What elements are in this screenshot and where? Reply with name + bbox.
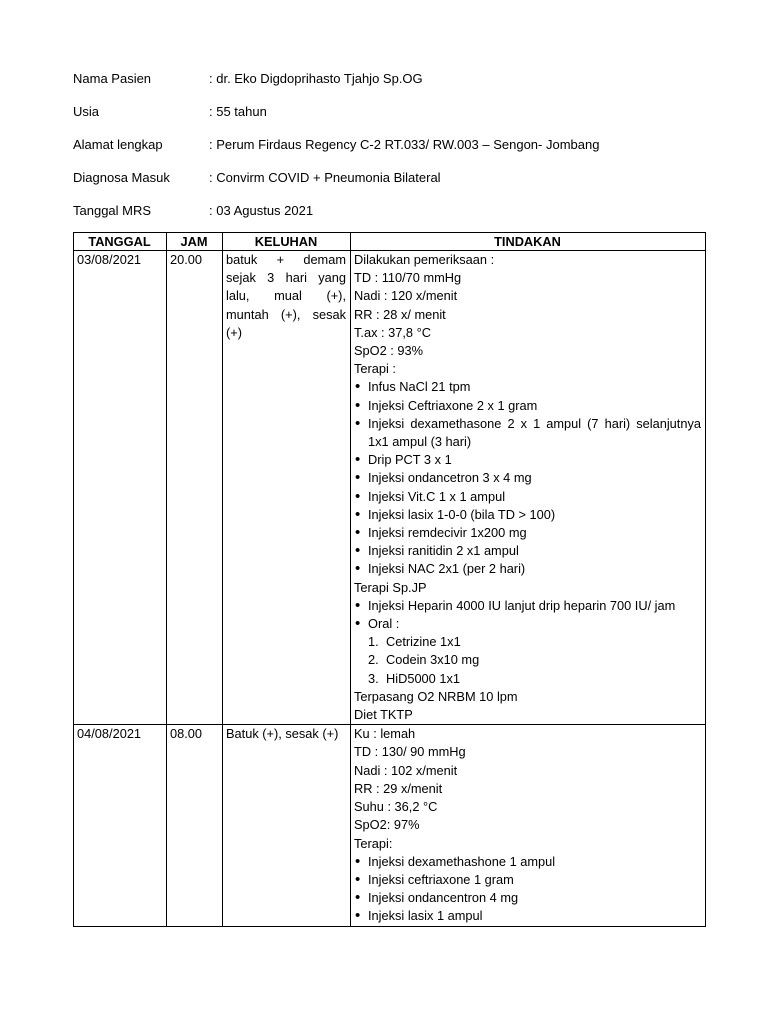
admission-date-label: Tanggal MRS bbox=[73, 203, 152, 218]
therapy-item: • Infus NaCl 21 tpm bbox=[354, 378, 701, 396]
admission-date-value: : 03 Agustus 2021 bbox=[209, 203, 314, 218]
header-complaint: KELUHAN bbox=[223, 233, 351, 251]
oral-list bbox=[354, 633, 701, 688]
therapy-sp-jp-list bbox=[354, 597, 701, 633]
exam-line: RR : 29 x/menit bbox=[354, 780, 443, 796]
exam-line: Suhu : 36,2 °C bbox=[354, 799, 438, 815]
therapy-heading: Terapi : bbox=[354, 361, 396, 377]
oral-item-text: Codein 3x10 mg bbox=[386, 652, 480, 668]
oral-item bbox=[368, 670, 701, 688]
diagnosis-label: Diagnosa Masuk bbox=[73, 170, 170, 185]
therapy-item: • Injeksi Ceftriaxone 2 x 1 gram bbox=[354, 397, 701, 415]
patient-address-label: Alamat lengkap bbox=[73, 137, 163, 152]
exam-line: Nadi : 102 x/menit bbox=[354, 762, 458, 778]
therapy-sp-jp-heading: Terapi Sp.JP bbox=[354, 579, 427, 595]
oral-item-text: Cetrizine 1x1 bbox=[386, 634, 461, 650]
diagnosis-value: : Convirm COVID + Pneumonia Bilateral bbox=[209, 170, 441, 185]
oral-item-text: HiD5000 1x1 bbox=[386, 670, 460, 686]
oral-item-number: 2. bbox=[368, 652, 379, 668]
patient-address-value: : Perum Firdaus Regency C-2 RT.033/ RW.003 – Sengon- Jombang bbox=[209, 137, 600, 152]
entry-complaint: Batuk (+), sesak (+) bbox=[223, 725, 351, 926]
info-row-name bbox=[73, 62, 713, 95]
patient-info bbox=[73, 62, 713, 227]
info-row-admission-date bbox=[73, 194, 713, 227]
therapy-item: • Oral : bbox=[354, 615, 701, 633]
treatment-table bbox=[73, 232, 706, 927]
exam-line: RR : 28 x/ menit bbox=[354, 306, 446, 322]
entry-action bbox=[351, 725, 706, 926]
diet-line: Diet TKTP bbox=[354, 707, 413, 723]
therapy-item: • Injeksi Heparin 4000 IU lanjut drip heparin 700 IU/ jam bbox=[354, 597, 701, 615]
entry-complaint: batuk + demam sejak 3 hari yang lalu, mual (+), muntah (+), sesak (+) bbox=[223, 251, 351, 725]
therapy-item: • Injeksi ceftriaxone 1 gram bbox=[354, 871, 701, 889]
exam-line: Dilakukan pemeriksaan : bbox=[354, 252, 495, 267]
exam-line: Ku : lemah bbox=[354, 726, 416, 742]
oral-item bbox=[368, 651, 701, 669]
exam-line: TD : 130/ 90 mmHg bbox=[354, 744, 466, 760]
therapy-item: • Injeksi ondancetron 3 x 4 mg bbox=[354, 469, 701, 487]
therapy-item: • Injeksi lasix 1 ampul bbox=[354, 907, 701, 925]
exam-line: T.ax : 37,8 °C bbox=[354, 324, 431, 340]
therapy-list bbox=[354, 378, 701, 578]
therapy-item: • Injeksi ranitidin 2 x1 ampul bbox=[354, 542, 701, 560]
patient-age-label: Usia bbox=[73, 104, 100, 119]
entry-action bbox=[351, 251, 706, 725]
exam-line: TD : 110/70 mmHg bbox=[354, 270, 462, 286]
therapy-item: • Injeksi Vit.C 1 x 1 ampul bbox=[354, 488, 701, 506]
therapy-item: • Injeksi dexamethashone 1 ampul bbox=[354, 853, 701, 871]
info-row-diagnosis bbox=[73, 161, 713, 194]
therapy-item: • Drip PCT 3 x 1 bbox=[354, 451, 701, 469]
table-row bbox=[74, 251, 706, 725]
header-action: TINDAKAN bbox=[351, 233, 706, 251]
info-row-address bbox=[73, 128, 713, 161]
therapy-item: • Injeksi dexamethasone 2 x 1 ampul (7 hari) selanjutnya 1x1 ampul (3 hari) bbox=[354, 415, 701, 451]
patient-name-value: : dr. Eko Digdoprihasto Tjahjo Sp.OG bbox=[209, 71, 423, 86]
oral-item-number: 3. bbox=[368, 670, 379, 686]
therapy-item: • Injeksi remdecivir 1x200 mg bbox=[354, 524, 701, 542]
therapy-list bbox=[354, 853, 701, 926]
entry-time: 20.00 bbox=[167, 251, 223, 725]
therapy-item: • Injeksi NAC 2x1 (per 2 hari) bbox=[354, 560, 701, 578]
table-header-row bbox=[74, 233, 706, 251]
therapy-item: • Injeksi lasix 1-0-0 (bila TD > 100) bbox=[354, 506, 701, 524]
patient-name-label: Nama Pasien bbox=[73, 71, 152, 86]
oral-item bbox=[368, 633, 701, 651]
exam-line: SpO2 : 93% bbox=[354, 343, 424, 359]
info-row-age bbox=[73, 95, 713, 128]
oral-item-number: 1. bbox=[368, 634, 379, 650]
table-row bbox=[74, 725, 706, 926]
therapy-heading: Terapi: bbox=[354, 835, 393, 851]
entry-date: 03/08/2021 bbox=[74, 251, 167, 725]
entry-date: 04/08/2021 bbox=[74, 725, 167, 926]
oxygen-line: Terpasang O2 NRBM 10 lpm bbox=[354, 688, 518, 704]
therapy-item: • Injeksi ondancentron 4 mg bbox=[354, 889, 701, 907]
patient-age-value: : 55 tahun bbox=[209, 104, 267, 119]
header-time: JAM bbox=[167, 233, 223, 251]
exam-line: SpO2: 97% bbox=[354, 817, 420, 833]
entry-time: 08.00 bbox=[167, 725, 223, 926]
exam-line: Nadi : 120 x/menit bbox=[354, 288, 458, 304]
header-date: TANGGAL bbox=[74, 233, 167, 251]
